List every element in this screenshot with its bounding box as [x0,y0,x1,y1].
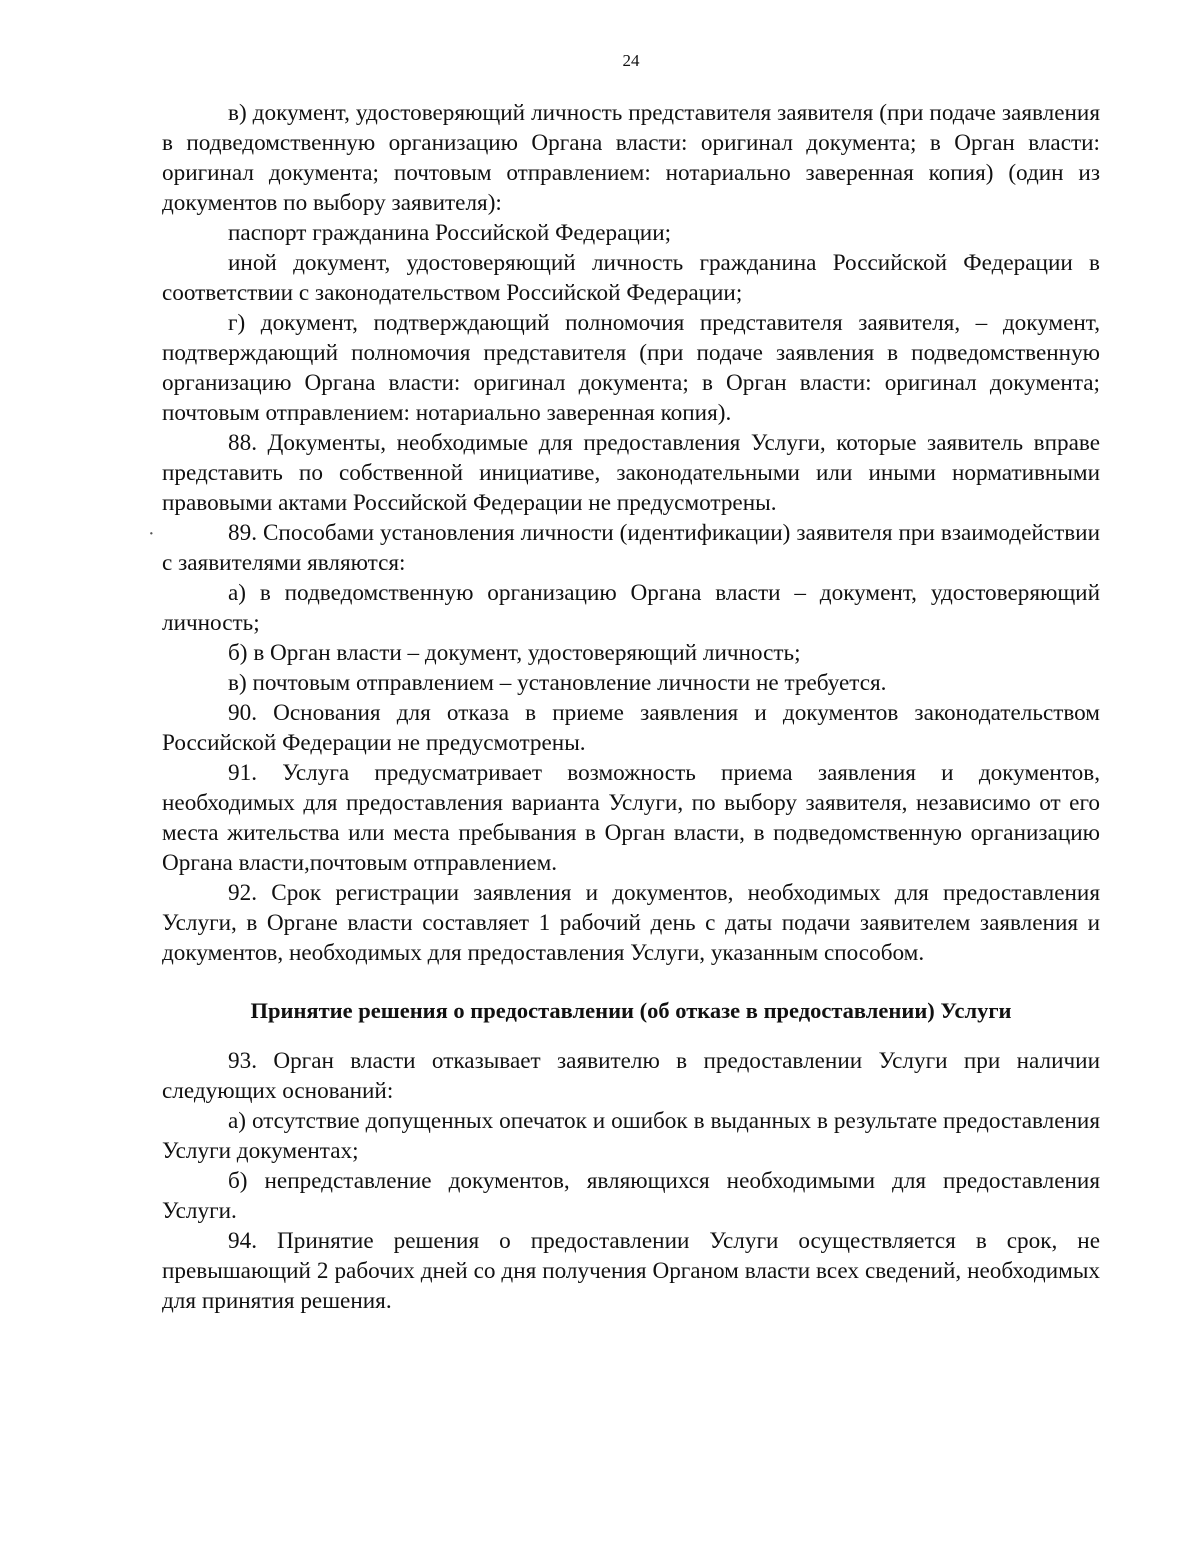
document-body [162,98,1100,1316]
heading-spacer [162,1026,1100,1046]
paragraph-passport: паспорт гражданина Российской Федерации; [228,220,672,246]
section-heading: Принятие решения о предоставлении (об отказе в предоставлении) Услуги [250,998,1012,1023]
paragraph-representative-id: в) документ, удостоверяющий личность представителя заявителя (при подаче заявления в подведомственную организацию Органа власти: оригинал документа; в Орган власти: оригинал документа; почтовым отправлением: нотариально заверенная копия) (один из документов по выбору заявителя): [162,100,1100,216]
paragraph-94: 94. Принятие решения о предоставлении Услуги осуществляется в срок, не превышающий 2 рабочих дней со дня получения Органом власти всех сведений, необходимых для принятия решения. [162,1228,1100,1314]
paragraph-89-v: в) почтовым отправлением – установление личности не требуется. [228,670,887,696]
margin-dot-mark: · [148,523,155,545]
paragraph-92: 92. Срок регистрации заявления и документов, необходимых для предоставления Услуги, в Органе власти составляет 1 рабочий день с даты подачи заявителем заявления и документов, необходимых для предоставления Услуги, указанным способом. [162,880,1100,966]
paragraph-91: 91. Услуга предусматривает возможность приема заявления и документов, необходимых для предоставления варианта Услуги, по выбору заявителя, независимо от его места жительства или места пребывания в Орган власти, в подведомственную организацию Органа власти,почтовым отправлением. [162,760,1100,876]
paragraph-93-b: б) непредставление документов, являющихся необходимыми для предоставления Услуги. [162,1168,1100,1224]
page-number: 24 [622,51,640,70]
paragraph-88: 88. Документы, необходимые для предоставления Услуги, которые заявитель вправе представить по собственной инициативе, законодательными или иными нормативными правовыми актами Российской Федерации не предусмотрены. [162,430,1100,516]
paragraph-other-id-document: иной документ, удостоверяющий личность гражданина Российской Федерации в соответствии с законодательством Российской Федерации; [162,250,1100,306]
paragraph-89-a: а) в подведомственную организацию Органа власти – документ, удостоверяющий личность; [162,580,1100,636]
paragraph-93: 93. Орган власти отказывает заявителю в предоставлении Услуги при наличии следующих оснований: [162,1048,1100,1104]
paragraph-89-b: б) в Орган власти – документ, удостоверяющий личность; [228,640,801,666]
paragraph-89: 89. Способами установления личности (идентификации) заявителя при взаимодействии с заявителями являются: [162,520,1100,576]
paragraph-authority-document: г) документ, подтверждающий полномочия представителя заявителя, – документ, подтверждающий полномочия представителя (при подаче заявления в подведомственную организацию Органа власти: оригинал документа; в Орган власти: оригинал документа; почтовым отправлением: нотариально заверенная копия). [162,310,1100,426]
paragraph-93-a: а) отсутствие допущенных опечаток и ошибок в выданных в результате предоставления Услуги документах; [162,1108,1100,1164]
paragraph-90: 90. Основания для отказа в приеме заявления и документов законодательством Российской Федерации не предусмотрены. [162,700,1100,756]
